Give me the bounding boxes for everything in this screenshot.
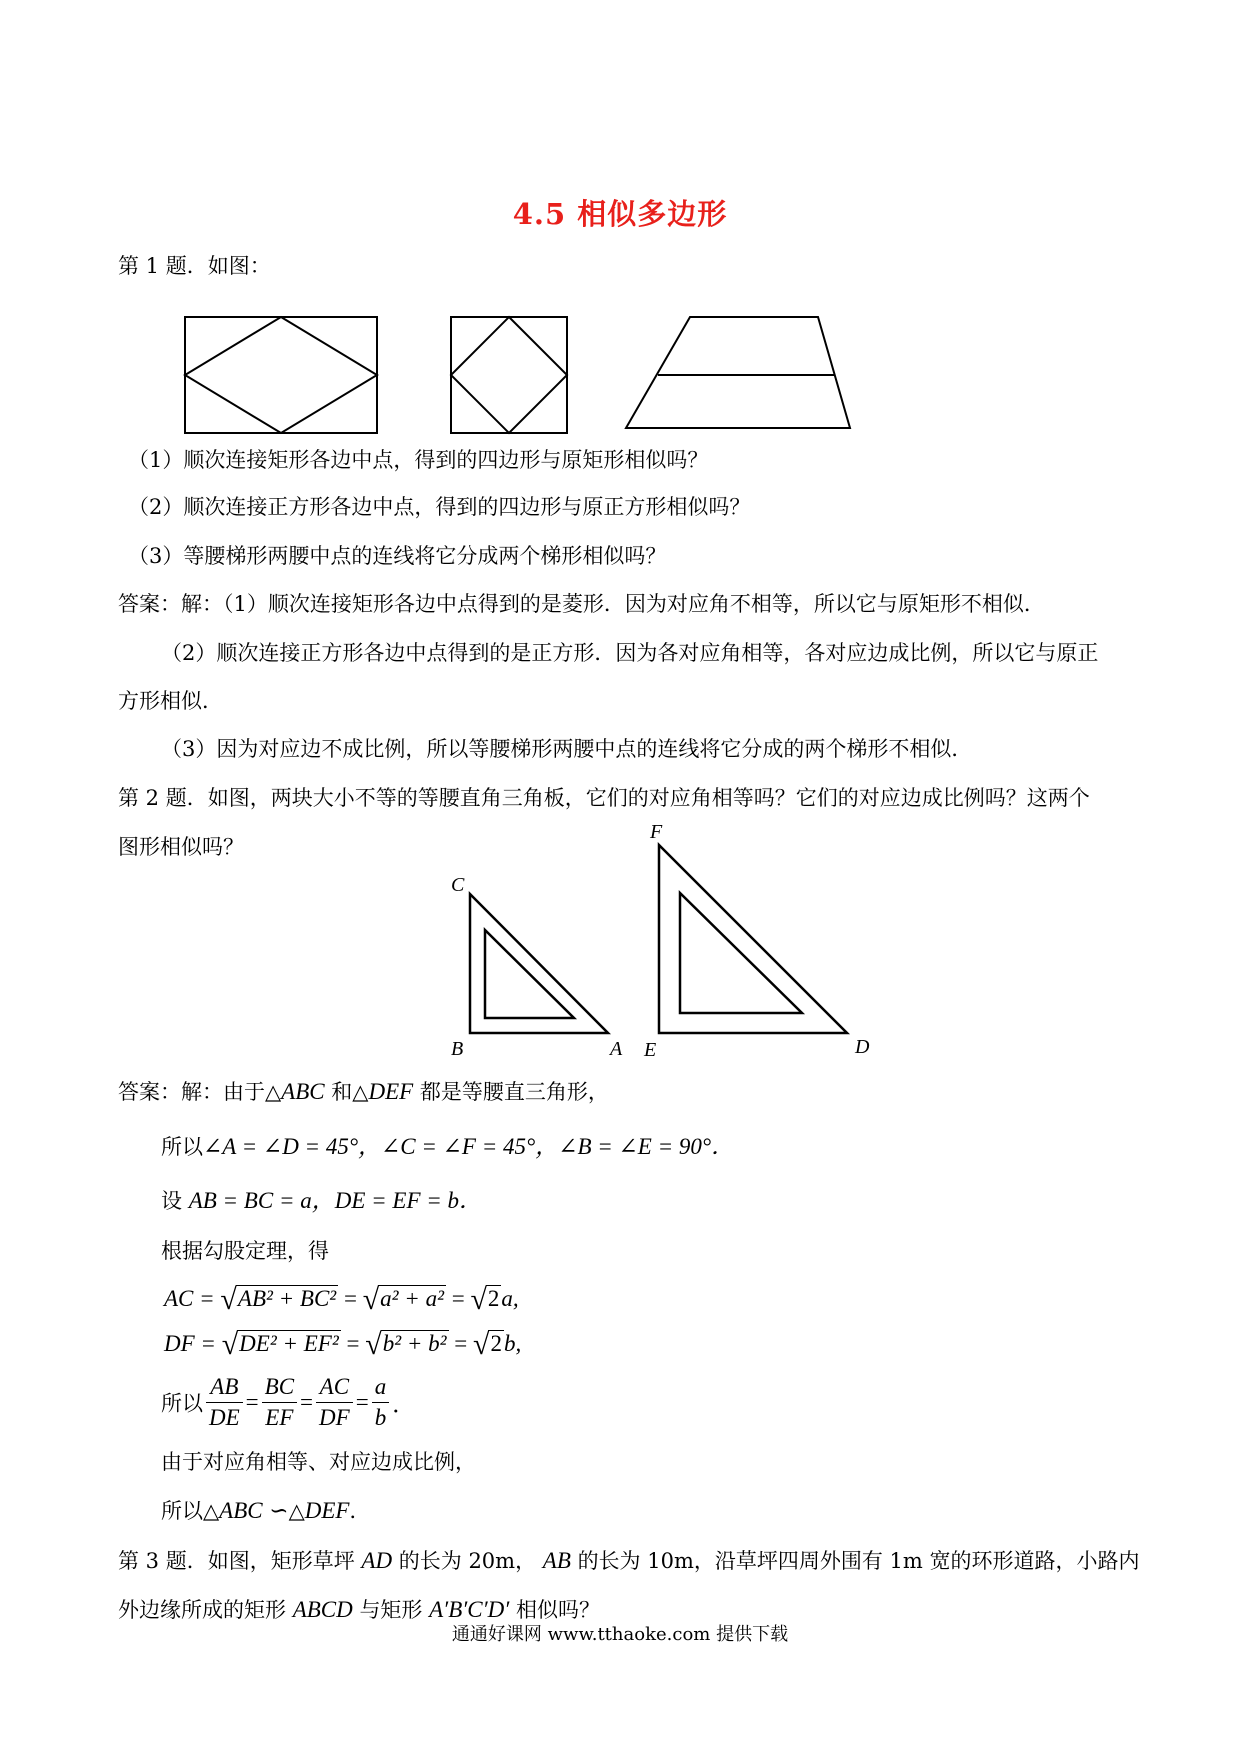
ratio-num: AB (206, 1372, 243, 1403)
ratio-ab-de (206, 1372, 243, 1433)
answer-intro-c: 和 (331, 1080, 353, 1104)
ratio-den: EF (265, 1405, 294, 1430)
conclusion-end: ． (349, 1499, 371, 1523)
conclusion-b: DEF (304, 1498, 350, 1523)
triangle-symbol: △ (265, 1080, 282, 1104)
q1-heading: 第 1 题．如图： (118, 254, 271, 278)
q2-conclusion (161, 1496, 370, 1526)
triangle-symbol: △ (352, 1080, 369, 1104)
q3-l2-e: 相似吗？ (516, 1598, 600, 1622)
page-footer: 通通好课网 www.tthaoke.com 提供下载 (451, 1624, 789, 1645)
q1-item-2: （2）顺次连接正方形各边中点，得到的四边形与原正方形相似吗？ (128, 495, 751, 519)
conclusion-prefix: 所以 (161, 1499, 203, 1523)
trapezoid-outline (626, 317, 850, 428)
q3-line-1 (118, 1546, 1140, 1576)
label-A: A (610, 1038, 623, 1060)
sqrt-icon: √ (220, 1283, 237, 1316)
q3-l2-b: ABCD (292, 1597, 353, 1622)
q3-l2-a: 外边缘所成的矩形 (118, 1598, 286, 1622)
ratio-den: DF (319, 1405, 350, 1430)
q1-figure-trapezoid (626, 317, 850, 428)
df-lhs: DF = (164, 1331, 216, 1356)
square-inner (451, 317, 567, 433)
q1-answer-4: （3）因为对应边不成比例，所以等腰梯形两腰中点的连线将它分成的两个梯形不相似． (161, 737, 973, 761)
ratio-num: AC (316, 1372, 353, 1403)
sqrt-icon: √ (221, 1328, 239, 1361)
label-D: D (855, 1036, 870, 1058)
q1-answer-3: 方形相似． (118, 689, 223, 713)
q3-l1-d: AB (542, 1548, 571, 1573)
q2-let-line (161, 1186, 482, 1216)
q2-because: 由于对应角相等、对应边成比例， (161, 1450, 476, 1474)
ac-radicand-1: AB² + BC² (237, 1286, 337, 1311)
triangle-symbol: △ (288, 1499, 305, 1523)
q2-triangle-large (659, 845, 847, 1033)
ac-result: 2 (487, 1286, 500, 1311)
square-outline (451, 317, 567, 433)
triangle-symbol: △ (203, 1499, 220, 1523)
ratio-den: DE (209, 1405, 240, 1430)
q3-l1-a: 第 3 题．如图，矩形草坪 (118, 1549, 355, 1573)
angles-prefix: 所以 (161, 1135, 203, 1159)
ratio-prefix: 所以 (161, 1391, 203, 1416)
q2-heading: 第 2 题．如图，两块大小不等的等腰直角三角板，它们的对应角相等吗？它们的对应边成比例吗？这两个 (118, 786, 1090, 810)
let-equation: AB = BC = a，DE = EF = b． (188, 1188, 483, 1213)
let-prefix: 设 (161, 1189, 182, 1213)
q3-l1-c: 的长为 20m， (398, 1549, 537, 1573)
q2-ratio-line: 所以 $\frac{AB}{DE}$ = $\frac{BC}{EF}$ = $\frac{AC}{DF}$ = $\frac{a}{b}$ ． (161, 1372, 415, 1433)
q1-item-1: （1）顺次连接矩形各边中点，得到的四边形与原矩形相似吗？ (128, 448, 709, 472)
df-var: b, (503, 1331, 522, 1356)
large-triangle-inner (680, 893, 802, 1013)
rectangle-outline (185, 317, 377, 433)
rhombus-inner (185, 317, 377, 433)
sqrt-icon: √ (365, 1328, 382, 1361)
q2-heading-2: 图形相似吗？ (118, 835, 244, 859)
sqrt-icon: √ (472, 1328, 490, 1361)
q1-figure-rectangle (185, 317, 377, 433)
label-B: B (451, 1038, 464, 1060)
label-C: C (451, 874, 465, 896)
q1-answer-1: 答案：解：（1）顺次连接矩形各边中点得到的是菱形．因为对应角不相等，所以它与原矩形不相似． (118, 592, 1045, 616)
q2-ac-equation: AC = √AB² + BC² = √a² + a² = √2a, (164, 1283, 519, 1316)
small-triangle-inner (485, 930, 574, 1018)
df-radicand-1: DE² + EF² (239, 1331, 339, 1356)
answer-intro-a: 答案：解：由于 (118, 1080, 265, 1104)
large-triangle-outer (659, 845, 847, 1033)
df-result: 2 (490, 1331, 502, 1356)
ratio-bc-ef (262, 1372, 297, 1433)
q1-item-3: （3）等腰梯形两腰中点的连线将它分成两个梯形相似吗？ (128, 544, 667, 568)
q3-l2-d: A′B′C′D′ (429, 1597, 510, 1622)
q2-pythagoras: 根据勾股定理，得 (161, 1239, 329, 1263)
q1-answer-2: （2）顺次连接正方形各边中点得到的是正方形．因为各对应角相等，各对应边成比例，所以它与原正 (161, 641, 1099, 665)
small-triangle-outer (470, 894, 608, 1033)
q3-l2-c: 与矩形 (359, 1598, 423, 1622)
q2-triangle-small (470, 894, 608, 1033)
df-radicand-2: b² + b² (382, 1331, 447, 1356)
ratio-a-b (372, 1372, 390, 1433)
q1-figure-square (451, 317, 567, 433)
q3-l1-b: AD (361, 1548, 393, 1573)
conclusion-a: ABC (219, 1498, 263, 1523)
sqrt-icon: √ (362, 1283, 380, 1316)
answer-intro-b: ABC (281, 1079, 325, 1104)
sqrt-icon: √ (470, 1283, 487, 1316)
ratio-num: a (372, 1372, 390, 1403)
q2-df-equation: DF = √DE² + EF² = √b² + b² = √2b, (164, 1328, 522, 1361)
ac-lhs: AC = (164, 1286, 215, 1311)
ratio-ac-df (316, 1372, 353, 1433)
similar-symbol: ∽ (269, 1498, 289, 1523)
ac-radicand-2: a² + a² (380, 1286, 444, 1311)
label-E: E (644, 1039, 657, 1061)
page-title: 4.5 相似多边形 (512, 197, 728, 231)
angles-equation: ∠A = ∠D = 45°，∠C = ∠F = 45°，∠B = ∠E = 90°． (203, 1134, 735, 1159)
ratio-num: BC (262, 1372, 297, 1403)
label-F: F (650, 821, 663, 843)
q2-answer-intro (118, 1077, 609, 1107)
ratio-den: b (374, 1405, 387, 1430)
ac-var: a, (501, 1286, 519, 1311)
answer-intro-e: 都是等腰直三角形， (419, 1080, 609, 1104)
q3-l1-e: 的长为 10m，沿草坪四周外围有 1m 宽的环形道路，小路内 (577, 1549, 1140, 1573)
answer-intro-d: DEF (368, 1079, 414, 1104)
q2-angles-line (161, 1132, 734, 1162)
